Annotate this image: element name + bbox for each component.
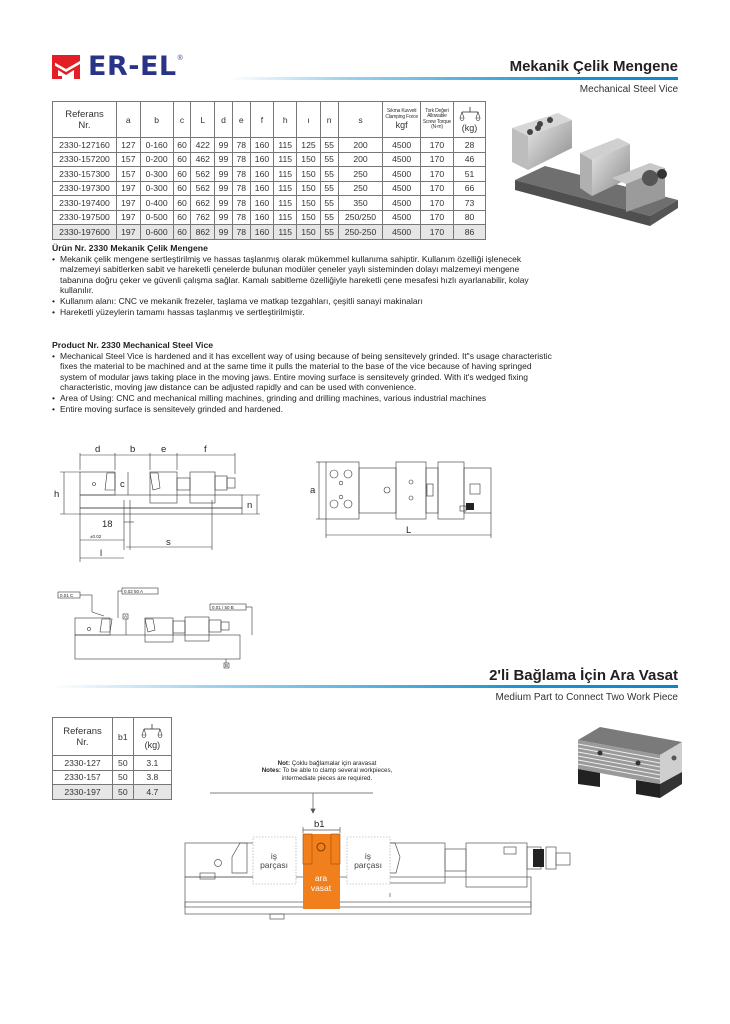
table-cell: 2330-197500 xyxy=(53,210,117,225)
table-cell: 160 xyxy=(250,152,274,167)
table-cell: 250 xyxy=(338,167,383,182)
table-cell: 0-200 xyxy=(140,152,173,167)
col-h: h xyxy=(274,102,297,138)
workpiece-right-l1: iş xyxy=(364,851,372,861)
section1-rule xyxy=(230,77,678,80)
en-bullets xyxy=(52,351,552,415)
table-cell: 99 xyxy=(215,167,233,182)
note-en-text2: intermediate pieces are required. xyxy=(281,774,373,782)
col-weight-unit: (kg) xyxy=(461,122,478,133)
col-b: b xyxy=(140,102,173,138)
col-a: a xyxy=(117,102,141,138)
col-ref xyxy=(53,102,117,138)
col-ref xyxy=(53,718,113,756)
spacer-l2: vasat xyxy=(310,883,332,893)
dim-n-label: n xyxy=(247,500,253,511)
table-cell: 55 xyxy=(320,210,338,225)
table-cell: 4500 xyxy=(383,225,421,240)
dim-h-label: h xyxy=(54,489,60,500)
table-cell: 170 xyxy=(420,196,453,211)
tr-title: Ürün Nr. 2330 Mekanik Çelik Mengene xyxy=(52,243,208,253)
dim-b1-label: b1 xyxy=(314,819,325,830)
dim-L-label: L xyxy=(406,525,412,536)
table-cell: 157 xyxy=(117,167,141,182)
assembly-drawing xyxy=(170,785,590,935)
tr-bullet: • Mekanik çelik mengene sertleştirilmiş ve hassas taşlanmış olarak mükemmel kullanıma sahiptir. Kullanım özelliği işlenecek malzemeyi sabitlerken sabit ve hareketli çenelerde bulunan modüler çeneler yaylı sisteminden dolayı malzemeyi mengene tabanına doğru çeker ve güvenli çalışma sağlar. Kamalı sabitleme özelliğiyle hareketli çene mesafesi hızlı ayarlanabilir, kolay kullanılır. xyxy=(52,254,552,296)
spacer-l1: ara xyxy=(314,873,328,883)
table-cell: 55 xyxy=(320,196,338,211)
table-cell: 73 xyxy=(454,196,486,211)
table-cell: 862 xyxy=(191,225,215,240)
table-cell: 762 xyxy=(191,210,215,225)
table-cell: 170 xyxy=(420,181,453,196)
table-cell: 160 xyxy=(250,196,274,211)
section1-subheader xyxy=(580,84,678,96)
table-cell: 0-160 xyxy=(140,138,173,153)
spec-table xyxy=(52,101,486,240)
table-row xyxy=(53,138,486,153)
table-cell: 160 xyxy=(250,210,274,225)
tol-1-label: 0.01 C xyxy=(60,593,74,598)
table-cell: 250 xyxy=(338,181,383,196)
section2-header xyxy=(489,667,678,685)
table-cell: 78 xyxy=(232,167,250,182)
table-cell: 662 xyxy=(191,196,215,211)
table-cell: 422 xyxy=(191,138,215,153)
table-row xyxy=(53,167,486,182)
table-cell: 2330-197600 xyxy=(53,225,117,240)
section2-subtitle: Medium Part to Connect Two Work Piece xyxy=(495,692,678,703)
en-bullet: • Area of Using: CNC and mechanical milling machines, grinding and drilling machines, various industrial machines xyxy=(52,393,552,404)
table-row xyxy=(53,785,172,800)
en-title: Product Nr. 2330 Mechanical Steel Vice xyxy=(52,340,214,350)
col-i: ı xyxy=(297,102,321,138)
table-cell: 197 xyxy=(117,225,141,240)
scale-icon xyxy=(141,724,163,740)
table-cell: 4500 xyxy=(383,152,421,167)
table-cell: 60 xyxy=(173,196,191,211)
note-en-label: Notes: xyxy=(261,767,281,775)
col-ref-line2: Nr. xyxy=(76,736,89,748)
table-cell: 150 xyxy=(297,181,321,196)
workpiece-left-l1: iş xyxy=(270,851,278,861)
section1-title: Mekanik Çelik Mengene xyxy=(509,58,678,75)
table-cell: 562 xyxy=(191,181,215,196)
table-cell: 2330-127 xyxy=(53,756,113,771)
table-cell: 66 xyxy=(454,181,486,196)
col-torque xyxy=(420,102,453,138)
col-e: e xyxy=(232,102,250,138)
table-cell: 157 xyxy=(117,152,141,167)
brand-logo xyxy=(52,52,183,82)
col-L: L xyxy=(191,102,215,138)
table-cell: 197 xyxy=(117,210,141,225)
table-row xyxy=(53,196,486,211)
top-view-drawing xyxy=(300,440,520,550)
col-f: f xyxy=(250,102,274,138)
table-cell: 99 xyxy=(215,181,233,196)
table-cell: 60 xyxy=(173,167,191,182)
table-cell: 50 xyxy=(113,756,134,771)
table-cell: 60 xyxy=(173,152,191,167)
table-cell: 55 xyxy=(320,167,338,182)
table-cell: 4500 xyxy=(383,181,421,196)
section1-header xyxy=(510,58,678,76)
vice-product-photo xyxy=(500,108,685,233)
table-cell: 60 xyxy=(173,225,191,240)
dim-l-label: l xyxy=(100,548,103,559)
note-block xyxy=(232,760,422,782)
table-cell: 150 xyxy=(297,210,321,225)
tr-description xyxy=(52,243,552,317)
table-cell: 0-400 xyxy=(140,196,173,211)
table-cell: 250-250 xyxy=(338,225,383,240)
table-cell: 78 xyxy=(232,152,250,167)
table-cell: 127 xyxy=(117,138,141,153)
table-cell: 78 xyxy=(232,210,250,225)
col-weight-unit: (kg) xyxy=(144,739,161,750)
table-cell: 115 xyxy=(274,167,297,182)
table-cell: 99 xyxy=(215,225,233,240)
table-cell: 115 xyxy=(274,138,297,153)
col-c: c xyxy=(173,102,191,138)
table-cell: 55 xyxy=(320,181,338,196)
dim-18-label: 18 xyxy=(102,519,113,530)
section2-subheader xyxy=(496,692,679,704)
table-cell: 250/250 xyxy=(338,210,383,225)
table-cell: 51 xyxy=(454,167,486,182)
col-b1: b1 xyxy=(113,718,134,756)
table-cell: 4500 xyxy=(383,210,421,225)
tolerance-drawing xyxy=(40,580,280,680)
section2-title: 2'li Bağlama İçin Ara Vasat xyxy=(489,667,678,684)
table-cell: 150 xyxy=(297,167,321,182)
col-force xyxy=(383,102,421,138)
col-s: s xyxy=(338,102,383,138)
table-cell: 200 xyxy=(338,152,383,167)
table-cell: 160 xyxy=(250,138,274,153)
col-torque-l2: Allowable xyxy=(427,113,447,119)
col-torque-unit: (N-m) xyxy=(431,124,443,130)
en-description xyxy=(52,340,552,414)
table-cell: 50 xyxy=(113,770,134,785)
section2-rule xyxy=(52,685,678,688)
note-en-text1: To be able to clamp several workpieces, xyxy=(282,767,393,775)
table-cell: 60 xyxy=(173,210,191,225)
table-cell: 55 xyxy=(320,152,338,167)
table-cell: 0-600 xyxy=(140,225,173,240)
spec-table-body xyxy=(53,138,486,240)
table-cell: 197 xyxy=(117,181,141,196)
table-cell: 2330-157300 xyxy=(53,167,117,182)
dim-c-label: c xyxy=(120,479,125,490)
dim-tol-label: ±0.02 xyxy=(90,534,102,539)
registered-mark: ® xyxy=(177,55,183,62)
table-cell: 2330-157 xyxy=(53,770,113,785)
table-cell: 170 xyxy=(420,167,453,182)
table-cell: 3.8 xyxy=(133,770,171,785)
col-weight xyxy=(133,718,171,756)
tol-2-label: 0.02 50 A xyxy=(124,589,144,594)
table-cell: 78 xyxy=(232,196,250,211)
brand-name: ER-EL xyxy=(88,51,177,82)
table-cell: 125 xyxy=(297,138,321,153)
en-bullet: • Mechanical Steel Vice is hardened and it has excellent way of using because of being sensitevely grinded. It"s usage characteristic fixes the material to be machined and at the same time it pulls the material to the base of the vice because of having springed system of modular jaws taking place in the moving jaws. Entire moving surface is sensitevely grinded. With it's wedged fixing characteristic, moving jaw distance can be adjusted rapidly and can be used with convenience. xyxy=(52,351,552,393)
table-cell: 150 xyxy=(297,196,321,211)
table-cell: 160 xyxy=(250,181,274,196)
note-tr-text: Çoklu bağlamalar için aravasat xyxy=(291,760,377,767)
table-cell: 86 xyxy=(454,225,486,240)
col-torque-l1: Tork Değeri xyxy=(425,107,449,114)
col-ref-line1: Referans xyxy=(65,108,104,120)
col-ref-line2: Nr. xyxy=(78,119,91,131)
table-row xyxy=(53,225,486,240)
table-cell: 78 xyxy=(232,138,250,153)
scale-icon xyxy=(459,107,481,123)
spacer-table-body xyxy=(53,756,172,800)
table-cell: 115 xyxy=(274,196,297,211)
table-cell: 200 xyxy=(338,138,383,153)
table-row xyxy=(53,181,486,196)
datum-b-label: B xyxy=(225,663,229,668)
tol-3-label: 0.01 / 50 B xyxy=(212,605,234,610)
table-cell: 150 xyxy=(297,225,321,240)
table-cell: 99 xyxy=(215,196,233,211)
col-torque-l3: Screw Torque xyxy=(422,118,451,125)
table-cell: 99 xyxy=(215,138,233,153)
table-cell: 562 xyxy=(191,167,215,182)
table-cell: 78 xyxy=(232,225,250,240)
en-bullet: • Entire moving surface is sensitevely grinded and hardened. xyxy=(52,404,552,415)
table-cell: 28 xyxy=(454,138,486,153)
table-cell: 2330-197400 xyxy=(53,196,117,211)
table-cell: 46 xyxy=(454,152,486,167)
dim-d-label: d xyxy=(95,444,101,455)
table-cell: 350 xyxy=(338,196,383,211)
table-row xyxy=(53,210,486,225)
table-cell: 0-500 xyxy=(140,210,173,225)
table-cell: 2330-127160 xyxy=(53,138,117,153)
dim-e-label: e xyxy=(161,444,167,455)
table-cell: 78 xyxy=(232,181,250,196)
table-cell: 60 xyxy=(173,181,191,196)
workpiece-left-l2: parçası xyxy=(260,860,288,870)
col-n: n xyxy=(320,102,338,138)
table-cell: 50 xyxy=(113,785,134,800)
table-cell: 150 xyxy=(297,152,321,167)
table-cell: 115 xyxy=(274,225,297,240)
table-cell: 2330-197 xyxy=(53,785,113,800)
table-cell: 170 xyxy=(420,210,453,225)
dim-a-label: a xyxy=(310,485,316,496)
table-cell: 0-300 xyxy=(140,167,173,182)
table-cell: 115 xyxy=(274,181,297,196)
table-cell: 197 xyxy=(117,196,141,211)
table-row xyxy=(53,770,172,785)
table-cell: 4500 xyxy=(383,138,421,153)
spec-table-header-row xyxy=(53,102,486,138)
table-cell: 170 xyxy=(420,152,453,167)
col-ref-line1: Referans xyxy=(63,725,102,737)
table-cell: 60 xyxy=(173,138,191,153)
table-cell: 55 xyxy=(320,138,338,153)
table-cell: 4.7 xyxy=(133,785,171,800)
tr-bullet: • Kullanım alanı: CNC ve mekanik frezeler, taşlama ve matkap tezgahları, çeşitli sanayi makinaları xyxy=(52,296,552,307)
datum-a-label: A xyxy=(124,614,128,619)
tr-bullets xyxy=(52,254,552,318)
col-force-l2: Clamping Force xyxy=(385,113,418,120)
table-cell: 170 xyxy=(420,225,453,240)
table-cell: 99 xyxy=(215,152,233,167)
table-cell: 115 xyxy=(274,210,297,225)
table-cell: 80 xyxy=(454,210,486,225)
spacer-table-header-row xyxy=(53,718,172,756)
table-cell: 4500 xyxy=(383,167,421,182)
table-cell: 3.1 xyxy=(133,756,171,771)
table-cell: 160 xyxy=(250,167,274,182)
table-cell: 4500 xyxy=(383,196,421,211)
col-weight xyxy=(454,102,486,138)
table-cell: 462 xyxy=(191,152,215,167)
note-tr-label: Not: xyxy=(277,760,291,767)
table-cell: 170 xyxy=(420,138,453,153)
dim-s-label: s xyxy=(166,537,171,548)
dim-b-label: b xyxy=(130,444,136,455)
table-cell: 160 xyxy=(250,225,274,240)
tr-bullet: • Hareketli yüzeylerin tamamı hassas taşlanmış ve sertleştirilmiştir. xyxy=(52,307,552,318)
section1-subtitle: Mechanical Steel Vice xyxy=(579,84,678,95)
col-force-l1: Sıkma Kuvveti xyxy=(386,108,417,114)
table-cell: 2330-197300 xyxy=(53,181,117,196)
table-cell: 115 xyxy=(274,152,297,167)
table-cell: 2330-157200 xyxy=(53,152,117,167)
spacer-block xyxy=(303,834,340,909)
spacer-table xyxy=(52,717,172,800)
col-d: d xyxy=(215,102,233,138)
workpiece-right-l2: parçası xyxy=(354,860,382,870)
dim-f-label: f xyxy=(204,444,207,455)
erel-logo-mark-icon xyxy=(52,55,80,79)
table-cell: 0-300 xyxy=(140,181,173,196)
table-row xyxy=(53,152,486,167)
table-cell: 99 xyxy=(215,210,233,225)
table-row xyxy=(53,756,172,771)
table-cell: 55 xyxy=(320,225,338,240)
side-view-drawing xyxy=(40,440,280,570)
col-force-unit: kgf xyxy=(395,120,408,130)
